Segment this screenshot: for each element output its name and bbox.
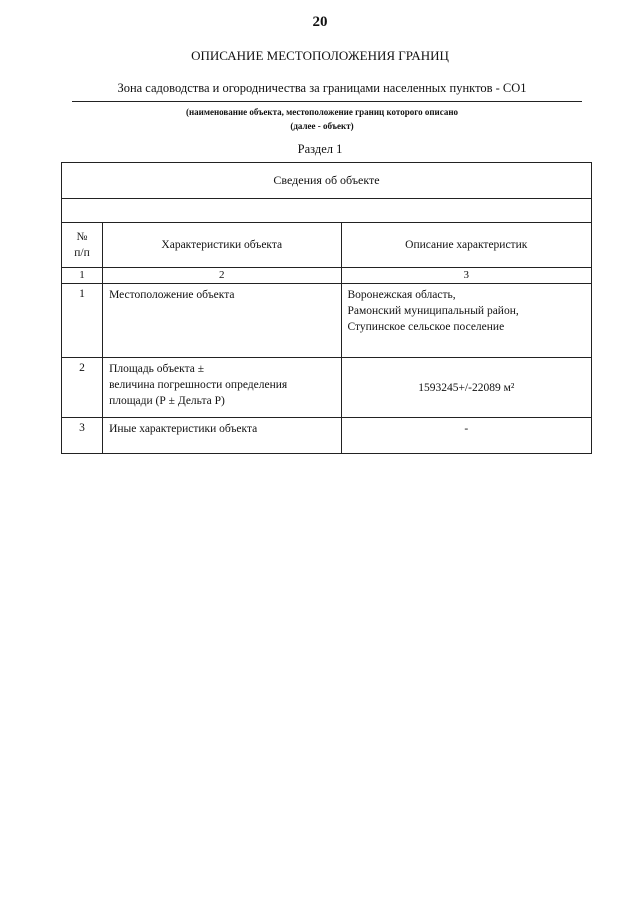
description-line: Воронежская область, <box>347 289 456 301</box>
characteristic-line: Площадь объекта ± <box>109 363 205 375</box>
object-info-table <box>61 162 592 454</box>
row-characteristic <box>103 284 341 358</box>
object-name-caption <box>62 105 582 133</box>
description-line: Рамонский муниципальный район, <box>347 305 519 317</box>
row-number: 2 <box>62 358 103 418</box>
characteristic-line: Местоположение объекта <box>109 289 235 301</box>
table-empty-row <box>62 199 592 223</box>
caption-line-2: (далее - объект) <box>290 121 354 131</box>
characteristic-line: площади (Р ± Дельта Р) <box>109 395 225 407</box>
characteristic-line: величина погрешности определения <box>109 379 288 391</box>
column-number-2: 2 <box>103 268 341 284</box>
table-caption: Сведения об объекте <box>62 163 592 199</box>
header-description: Описание характеристик <box>341 223 592 268</box>
page-number: 20 <box>312 14 328 30</box>
row-description <box>341 418 592 454</box>
characteristic-line: Иные характеристики объекта <box>109 423 258 435</box>
header-number <box>62 223 103 268</box>
caption-line-1: (наименование объекта, местоположение границ которого описано <box>185 107 459 117</box>
underline-divider <box>72 101 582 102</box>
row-number: 3 <box>62 418 103 454</box>
table-row <box>62 358 592 418</box>
column-number-3: 3 <box>341 268 592 284</box>
row-description <box>341 358 592 418</box>
row-number: 1 <box>62 284 103 358</box>
area-value: 1593245+/-22089 м² <box>418 381 515 394</box>
header-number-abbr: п/п <box>74 247 90 259</box>
row-characteristic <box>103 358 341 418</box>
row-characteristic <box>103 418 341 454</box>
header-number-symbol: № <box>76 231 88 243</box>
section-title: Раздел 1 <box>297 142 343 156</box>
document-title: ОПИСАНИЕ МЕСТОПОЛОЖЕНИЯ ГРАНИЦ <box>191 48 449 63</box>
table-row <box>62 284 592 358</box>
object-name: Зона садоводства и огородничества за границами населенных пунктов - СО1 <box>117 81 527 95</box>
table-row <box>62 418 592 454</box>
column-number-1: 1 <box>62 268 103 284</box>
row-description <box>341 284 592 358</box>
description-line: - <box>464 423 469 435</box>
description-line: Ступинское сельское поселение <box>347 321 505 333</box>
header-characteristic: Характеристики объекта <box>103 223 341 268</box>
